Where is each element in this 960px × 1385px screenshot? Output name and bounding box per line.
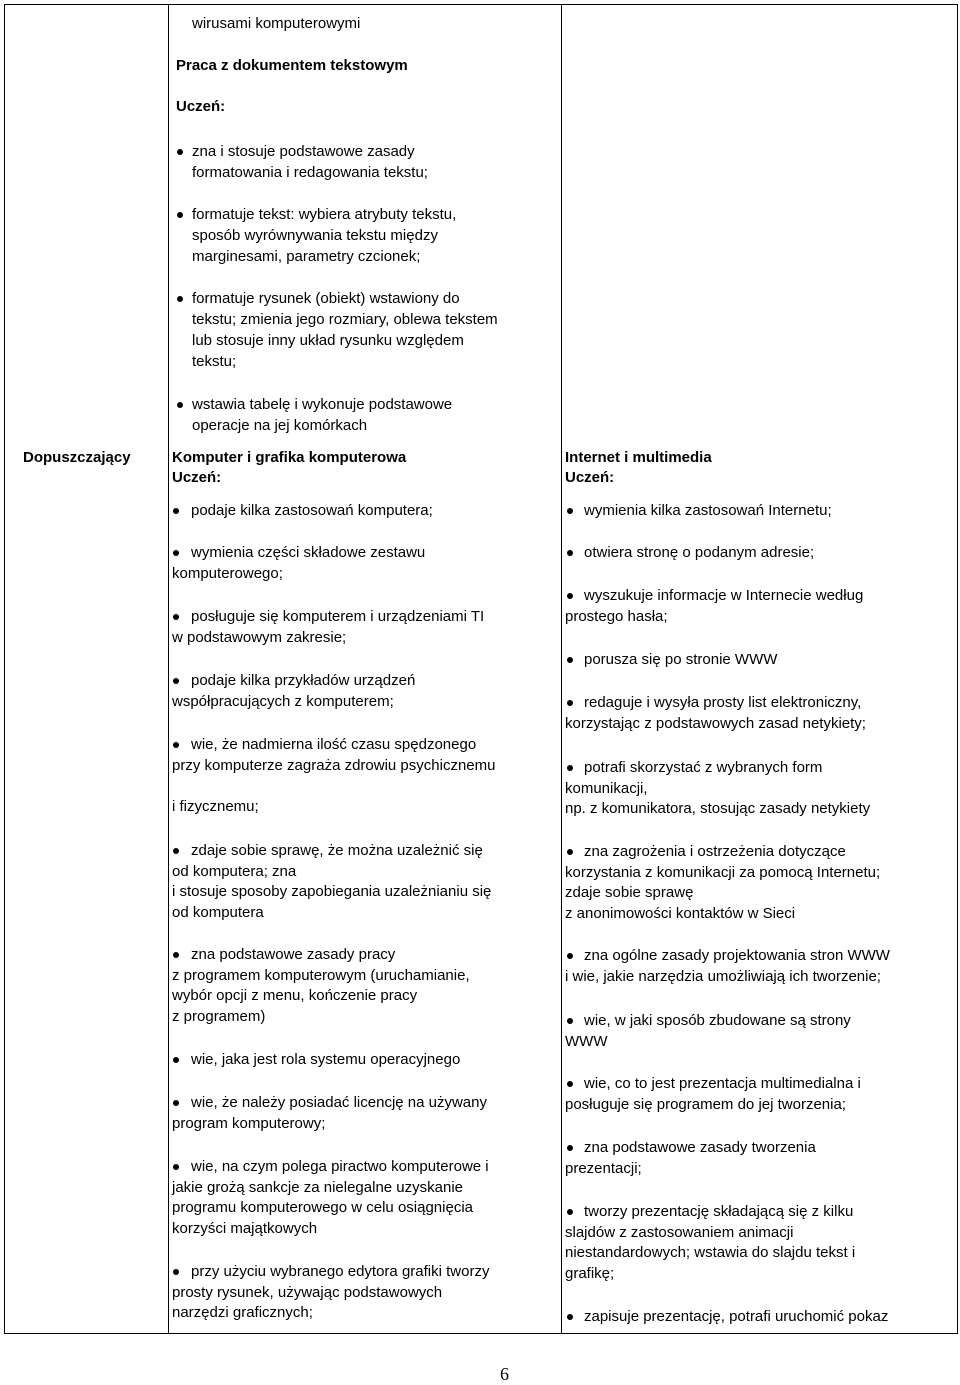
table-border-top: [4, 4, 958, 5]
bullet-icon: [173, 1057, 179, 1063]
bullet-icon: [567, 508, 573, 514]
bullet-icon: [177, 402, 183, 408]
list-item-text: wie, na czym polega piractwo komputerowe i: [191, 1158, 489, 1175]
list-item-text: wie, że nadmierna ilość czasu spędzonego: [191, 736, 477, 753]
list-item-text: slajdów z zastosowaniem animacji: [565, 1223, 794, 1241]
list-item-text: i wie, jakie narzędzia umożliwiają ich tworzenie;: [565, 967, 881, 985]
list-item-text: przy komputerze zagraża zdrowiu psychicznemu: [172, 756, 496, 774]
list-item-text: z programem komputerowym (uruchamianie,: [172, 966, 470, 984]
bullet-icon: [173, 1100, 179, 1106]
list-item-text: zapisuje prezentację, potrafi uruchomić pokaz: [584, 1308, 889, 1325]
student-label: Uczeń:: [172, 469, 222, 486]
list-item-text: korzyści majątkowych: [172, 1219, 318, 1237]
list-item-text: zna zagrożenia i ostrzeżenia dotyczące: [584, 843, 846, 860]
list-item-text: zdaje sobie sprawę, że można uzależnić się: [191, 842, 483, 859]
table-divider-1: [168, 4, 169, 1334]
page-number: 6: [500, 1364, 509, 1384]
list-item-text: operacje na jej komórkach: [192, 417, 368, 434]
list-item-text: redaguje i wysyła prosty list elektroniczny,: [584, 694, 862, 711]
section-heading: Komputer i grafika komputerowa: [172, 449, 407, 466]
list-item-text: formatuje tekst: wybiera atrybuty tekstu,: [192, 206, 457, 223]
list-item-text: podaje kilka przykładów urządzeń: [191, 672, 416, 689]
bullet-icon: [567, 657, 573, 663]
list-item-text: z anonimowości kontaktów w Sieci: [565, 904, 796, 922]
list-item-text: komunikacji,: [565, 779, 648, 797]
list-item-text: i stosuje sposoby zapobiegania uzależnianiu się: [172, 883, 492, 900]
table-border-right: [957, 4, 958, 1334]
list-item-text: wybór opcji z menu, kończenie pracy: [172, 987, 418, 1004]
list-item-text: prosty rysunek, używając podstawowych: [172, 1283, 443, 1301]
list-item-text: wyszukuje informacje w Internecie według: [584, 587, 864, 604]
table-divider-2: [561, 4, 562, 1334]
student-label: Uczeń:: [176, 98, 226, 115]
list-item-text: komputerowego;: [172, 564, 283, 582]
list-item-text: WWW: [565, 1032, 608, 1050]
list-item-text: z programem): [172, 1007, 266, 1025]
list-item-text: wymienia kilka zastosowań Internetu;: [584, 502, 832, 519]
bullet-icon: [173, 678, 179, 684]
bullet-icon: [567, 1209, 573, 1215]
list-item-text: od komputera; zna: [172, 862, 297, 880]
list-item-text: formatuje rysunek (obiekt) wstawiony do: [192, 290, 460, 307]
continuation-text: wirusami komputerowymi: [192, 15, 361, 32]
list-item-text: posługuje się programem do jej tworzenia;: [565, 1095, 846, 1113]
list-item-text: programu komputerowego w celu osiągnięcia: [172, 1199, 473, 1216]
list-item-text: zna podstawowe zasady pracy: [191, 946, 396, 963]
table-border-left: [4, 4, 5, 1334]
list-item-text: i fizycznemu;: [172, 797, 259, 815]
list-item-text: w podstawowym zakresie;: [172, 628, 347, 646]
list-item-text: od komputera: [172, 903, 264, 921]
list-item-text: zna i stosuje podstawowe zasady: [192, 143, 415, 160]
list-item-text: zna podstawowe zasady tworzenia: [584, 1139, 816, 1156]
list-item-text: marginesami, parametry czcionek;: [192, 248, 421, 265]
bullet-icon: [567, 765, 573, 771]
list-item-text: prostego hasła;: [565, 607, 668, 625]
list-item-text: niestandardowych; wstawia do slajdu tekst i: [565, 1244, 856, 1261]
bullet-icon: [173, 742, 179, 748]
bullet-icon: [173, 952, 179, 958]
bullet-icon: [567, 1314, 573, 1320]
bullet-icon: [177, 212, 183, 218]
list-item-text: jakie grożą sankcje za nielegalne uzyskanie: [172, 1178, 464, 1196]
list-item-text: posługuje się komputerem i urządzeniami TI: [191, 608, 485, 625]
bullet-icon: [173, 508, 179, 514]
table-border-bottom: [4, 1333, 958, 1334]
list-item-text: potrafi skorzystać z wybranych form: [584, 759, 823, 776]
bullet-icon: [173, 1269, 179, 1275]
student-label: Uczeń:: [565, 469, 615, 486]
list-item-text: wstawia tabelę i wykonuje podstawowe: [192, 396, 453, 413]
list-item-text: zdaje sobie sprawę: [565, 884, 694, 901]
list-item-text: tworzy prezentację składającą się z kilku: [584, 1203, 854, 1220]
list-item-text: prezentacji;: [565, 1159, 642, 1177]
bullet-icon: [173, 848, 179, 854]
list-item-text: wie, że należy posiadać licencję na używany: [191, 1094, 487, 1111]
list-item-text: np. z komunikatora, stosując zasady netykiety: [565, 800, 871, 817]
bullet-icon: [567, 849, 573, 855]
list-item-text: wie, jaka jest rola systemu operacyjnego: [191, 1051, 461, 1068]
bullet-icon: [173, 614, 179, 620]
bullet-icon: [567, 550, 573, 556]
list-item-text: korzystając z podstawowych zasad netykiety;: [565, 714, 866, 732]
list-item-text: zna ogólne zasady projektowania stron WWW: [584, 947, 890, 964]
row-label: Dopuszczający: [23, 449, 131, 466]
list-item-text: tekstu; zmienia jego rozmiary, oblewa tekstem: [192, 311, 498, 328]
list-item-text: wymienia części składowe zestawu: [191, 544, 426, 561]
bullet-icon: [567, 700, 573, 706]
bullet-icon: [567, 1081, 573, 1087]
list-item-text: lub stosuje inny układ rysunku względem: [192, 332, 464, 349]
bullet-icon: [567, 1018, 573, 1024]
list-item-text: narzędzi graficznych;: [172, 1304, 313, 1321]
bullet-icon: [177, 296, 183, 302]
bullet-icon: [173, 1164, 179, 1170]
list-item-text: korzystania z komunikacji za pomocą Internetu;: [565, 863, 881, 881]
bullet-icon: [567, 1145, 573, 1151]
list-item-text: otwiera stronę o podanym adresie;: [584, 544, 815, 561]
list-item-text: wie, w jaki sposób zbudowane są strony: [584, 1012, 851, 1029]
list-item-text: tekstu;: [192, 353, 237, 370]
list-item-text: podaje kilka zastosowań komputera;: [191, 502, 433, 519]
list-item-text: przy użyciu wybranego edytora grafiki tworzy: [191, 1263, 490, 1280]
bullet-icon: [177, 149, 183, 155]
bullet-icon: [567, 953, 573, 959]
list-item-text: współpracujących z komputerem;: [172, 692, 394, 710]
bullet-icon: [173, 550, 179, 556]
bullet-icon: [567, 593, 573, 599]
list-item-text: sposób wyrównywania tekstu między: [192, 227, 438, 244]
list-item-text: program komputerowy;: [172, 1114, 326, 1132]
section-heading: Internet i multimedia: [565, 449, 712, 466]
section-heading: Praca z dokumentem tekstowym: [176, 57, 408, 74]
list-item-text: formatowania i redagowania tekstu;: [192, 164, 428, 181]
list-item-text: porusza się po stronie WWW: [584, 651, 778, 668]
list-item-text: grafikę;: [565, 1264, 615, 1282]
list-item-text: wie, co to jest prezentacja multimedialna i: [584, 1075, 861, 1092]
